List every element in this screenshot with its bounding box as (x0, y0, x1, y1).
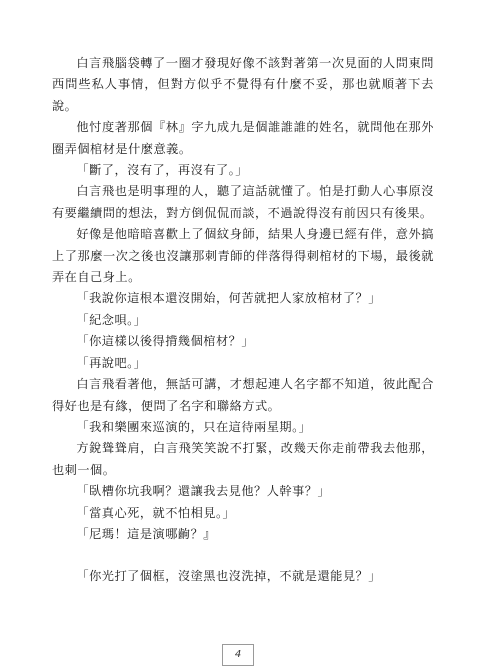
paragraph: 白言飛腦袋轉了一圈才發現好像不該對著第一次見面的人問東問西問些私人事情，但對方似乎不覺得有什麼不妥，那也就順著下去說。 (52, 56, 434, 113)
dialogue-line: 「當真心死，就不怕相見。」 (76, 505, 236, 520)
dialogue-line: 「你光打了個框，沒塗黑也沒洗掉，不就是還能見？」 (76, 569, 381, 584)
page-number: 4 (222, 644, 254, 666)
paragraph: 「斷了，沒有了，再沒有了。」 (76, 163, 248, 178)
paragraph: 他忖度著那個『林』字九成九是個誰誰誰的姓名，就問他在那外圈弄個棺材是什麼意義。 (52, 120, 434, 156)
dialogue-line: 「你這樣以後得揹幾個棺材？」 (76, 334, 255, 349)
dialogue-line: 「我說你這根本還沒開始，何苦就把人家放棺材了？」 (76, 291, 381, 306)
document-body (52, 53, 434, 588)
paragraph: 白言飛看著他，無話可講，才想起連人名字都不知道，彼此配合得好也是有緣，便問了名字和聯絡方式。 (52, 377, 434, 413)
dialogue-line: 「臥槽你坑我啊？還讓我去見他？人幹事？」 (76, 484, 331, 499)
paragraph: 白言飛也是明事理的人，聽了這話就懂了。怕是打動人心事原沒有要繼續問的想法，對方倒侃侃而談，不過說得沒有前因只有後果。 (52, 184, 434, 220)
dialogue-line: 「尼瑪！這是演哪齣？』 (76, 526, 216, 541)
paragraph: 好像是他暗暗喜歡上了個紋身師，結果人身邊已經有伴，意外搞上了那麼一次之後也沒讓那刺青師的伴落得得刺棺材的下場，最後就弄在自己身上。 (52, 227, 434, 285)
dialogue-line: 「再說吧。」 (76, 355, 147, 370)
dialogue-line: 「我和樂團來巡演的，只在這待兩星期。」 (76, 419, 312, 434)
dialogue-line: 「紀念唄。」 (76, 312, 147, 327)
paragraph: 方銳聳聳肩，白言飛笑笑說不打緊，改幾天你走前帶我去他那，也刺一個。 (52, 441, 434, 477)
